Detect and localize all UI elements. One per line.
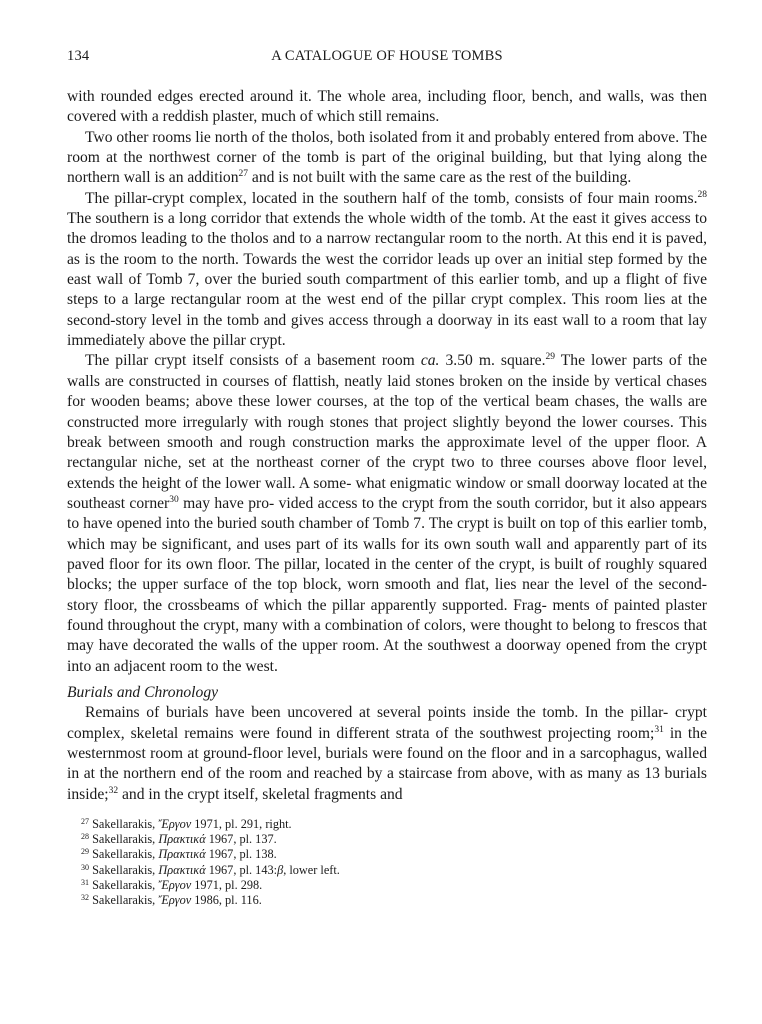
footnote-29: $^{29}$ Sakellarakis, Πρακτικά 1967, pl. 138.: [81, 847, 277, 862]
circa-abbrev: ca.: [420, 352, 440, 370]
paragraph-2: Two other rooms lie north of the tholos, both isolated from it and probably entered from above. The room at the northwest corner of the tomb is part of the original building, but that lying along the northern wall is an addition$^{27}$ and is not built with the same care as the rest of the building.: [67, 128, 707, 187]
footnote-ref-30: 30: [169, 494, 179, 505]
footnote-ref-29: 29: [545, 352, 555, 363]
paragraph-5: Remains of burials have been uncovered at several points inside the tomb. In the pillar- crypt complex, skeletal remains were found in different strata of the southwest projecting room;$^{31}$ in the westernmost room at ground-floor level, burials were found on the floor and in a sarcophagus, walled in at the northern end of the room and reached by a staircase from above, with as many as 13 burials inside;$^{32}$ and in the crypt itself, skeletal fragments and: [67, 704, 707, 803]
footnote-ref-28: 28: [697, 189, 707, 200]
footnote-ref-32: 32: [108, 785, 119, 796]
footnote-28: $^{28}$ Sakellarakis, Πρακτικά 1967, pl. 137.: [81, 832, 277, 847]
footnote-32: $^{32}$ Sakellarakis, Ἔργον 1986, pl. 116.: [81, 893, 262, 908]
body-text: [67, 87, 707, 805]
paragraph-3: The pillar-crypt complex, located in the southern half of the tomb, consists of four main rooms.$^{28}$ The southern is a long corridor that extends the whole width of the tomb. At the east it gives access to the dromos leading to the tholos and to a narrow rectangular room to the north. At this end it is paved, as is the room to the north. Towards the west the corridor leads up over an initial step formed by the east wall of Tomb 7, over the buried south compartment of this earlier tomb, and up a flight of five steps to a large rectangular room at the west end of the pillar crypt complex. This room lies at the second-story level in the tomb and gives access through a doorway in its east wall to a room that lay immediately above the pillar crypt.: [67, 189, 707, 350]
book-page: [67, 48, 707, 908]
footnote-27: $^{27}$ Sakellarakis, Ἔργον 1971, pl. 291, right.: [81, 817, 292, 832]
footnotes: [67, 817, 707, 908]
paragraph-1: with rounded edges erected around it. The whole area, including floor, bench, and walls, was then covered with a reddish plaster, much of which still remains.: [67, 88, 707, 126]
footnote-ref-27: 27: [238, 169, 248, 180]
page-number: 134: [67, 48, 90, 64]
footnote-30: $^{30}$ Sakellarakis, Πρακτικά 1967, pl. 143:β, lower left.: [81, 862, 340, 877]
section-heading: Burials and Chronology: [67, 683, 219, 701]
page-header: [67, 48, 707, 70]
footnote-ref-31: 31: [654, 724, 664, 735]
footnote-31: $^{31}$ Sakellarakis, Ἔργον 1971, pl. 298.: [81, 877, 263, 892]
paragraph-4: The pillar crypt itself consists of a basement room ca. 3.50 m. square.$^{29}$ The lower parts of the walls are constructed in courses of flattish, neatly laid stones broken on the inside by vertical chases for wooden beams; above these lower courses, at the top of the vertical beam chases, the walls are constructed more irregularly with rough stones that project slightly beyond the lower courses. This break between smooth and rough construction marks the approximate level of the upper floor. A rectangular niche, set at the northeast corner of the crypt two to three courses above floor level, extends the height of the lower wall. A some- what enigmatic window or small doorway located at the southeast corner$^{30}$ may have pro- vided access to the crypt from the south corridor, but it also appears to have opened into the buried south chamber of Tomb 7. The crypt is built on top of this earlier tomb, which may be significant, and uses part of its walls for its own south wall and apparently part of its paved floor for its own floor. The pillar, located in the center of the crypt, is built of roughly squared blocks; the upper surface of the top block, worn smooth and flat, lies near the level of the second-story floor, the crossbeams of which the pillar apparently supported. Frag- ments of painted plaster found throughout the crypt, many with a combination of colors, were thought to belong to frescos that may have decorated the walls of the upper room. At the southwest a doorway opened from the crypt into an adjacent room to the west.: [67, 352, 707, 675]
running-title: A CATALOGUE OF HOUSE TOMBS: [271, 48, 503, 64]
